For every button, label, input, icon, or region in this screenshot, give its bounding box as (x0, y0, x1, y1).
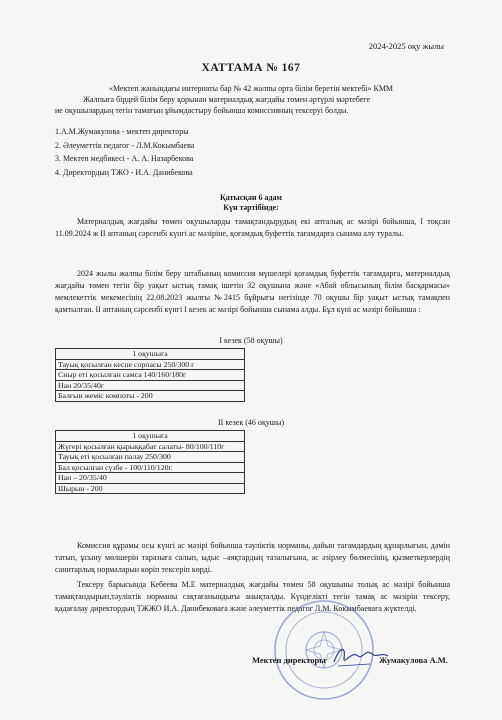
body-paragraph-2: Комиссия құрамы осы күнгі ас мәзірі бойынша тәуліктік норманы, дайын тағамдардың құнарлығын, дәмін татып, ұсыну мөлшерін таразыға салып, ыдыс –аяқтардың тазалығына, ас әзірлеу бөлмесінің, қызметкерлердің санитарлық нормаларын көріп тексеріп көрді. (55, 541, 450, 574)
member-item: 4. Директордың ТЖО - И.А. Данибекова (55, 167, 193, 177)
shift-2-title: II кезек (46 оқушы) (217, 418, 284, 427)
academic-year: 2024-2025 оқу жылы (368, 41, 444, 51)
menu-item: Нан 20/35/40г (56, 380, 245, 391)
member-item: 1.А.М.Жумакулова - мектеп директоры (55, 127, 189, 136)
menu-item: Сиыр еті қосылған самса 140/160/180г (56, 370, 245, 381)
school-name: «Мектеп жанындағы интернаты бар № 42 жалпы орта білім беретін мектебі» КММ (108, 84, 394, 93)
commission-members-list (55, 125, 194, 179)
menu-item: Бал қосылған сүзбе - 100/110/120г. (56, 462, 245, 473)
signer-position: Мектеп директоры (252, 655, 326, 665)
menu-item: Жүгері қосылған қырыққабат салаты- 80/100/110г (56, 441, 245, 452)
menu-header: 1 оқушыға (56, 431, 245, 442)
signer-name: Жумакулова А.М. (379, 655, 448, 665)
agenda-paragraph: Материалдық жағдайы төмен оқушыларды тамақтандырудың екі апталық ас мәзірі бойынша, I тоқсан 11.09.2024 ж II аптаның сәрсенбі күнгі ас мәзіріне, қоғамдық буфеттік тағамдарға сынама алу туралы. (55, 217, 450, 238)
shift-1-title: I кезек (58 оқушы) (219, 336, 283, 345)
menu-header: 1 оқушыға (56, 349, 245, 360)
member-item: 2. Әлеуметтік педагог - Л.М.Кокымбаева (55, 140, 195, 150)
menu-item: Балғын жеміс компоты - 200 (56, 391, 245, 402)
shift-2-menu-table (55, 430, 245, 494)
body-paragraph-3: Тексеру барысында Кебеева М.Е материалдық жағдайы төмен 58 оқушыны толық ас мәзірі бойынша тамақтандырып,тәуліктік норманы сақтағанындығы анықталды. Күнделікті тегін тамақ ас мәзірін тексеру, қадағалау директордың ТЖЖО И.А. Данибековаға және әлеуметтік педагог Л.М. Кокымбаеваға жүктелді. (55, 580, 450, 613)
menu-item: Тауық еті қосылған палау 250/300 (56, 452, 245, 463)
intro-line-1: Жалпыға бірдей білім беру қорынан материалдық жағдайы төмен әртүрлі мәртебеге (83, 95, 371, 104)
document-title: ХАТТАМА № 167 (201, 62, 301, 74)
body-paragraph-1: 2024 жылы жалпы білім беру штабының комиссия мүшелері қоғамдық буфеттік тағамдарға, материалдық жағдайы төмен тегін бір уақыт ыстық тамақ ішетін 32 оқушына және «Абай облысының білім басқармасы» мемлекеттік мекемесінің 22.08.2023 жылғы №2415 бұйрығы негізінде 70 оқушы бір уақыт ыстық тамақпен қамтылған. II аптаның сәрсенбі күнгі I кезек ас мәзірі бойынша сынама алды. Бұл күні ас мәзірі бойынша : (55, 269, 450, 314)
menu-item: Шырын - 200 (56, 483, 245, 494)
shift-1-menu-table (55, 348, 245, 402)
menu-item: Нан – 20/35/40 (56, 473, 245, 484)
intro-line-2: ие оқушылардың тегін тамағын ұйымдастыру бойынша комиссияның тексеруі болды. (55, 106, 349, 115)
menu-item: Тауық қосылған кеспе сорпасы 250/300 г (56, 359, 245, 370)
attendance: Қатысқан 6 адам (219, 193, 283, 202)
agenda-heading: Күн тәртібінде: (223, 203, 279, 212)
member-item: 3. Мектеп медбикесі - А. А. Назарбекова (55, 154, 194, 163)
